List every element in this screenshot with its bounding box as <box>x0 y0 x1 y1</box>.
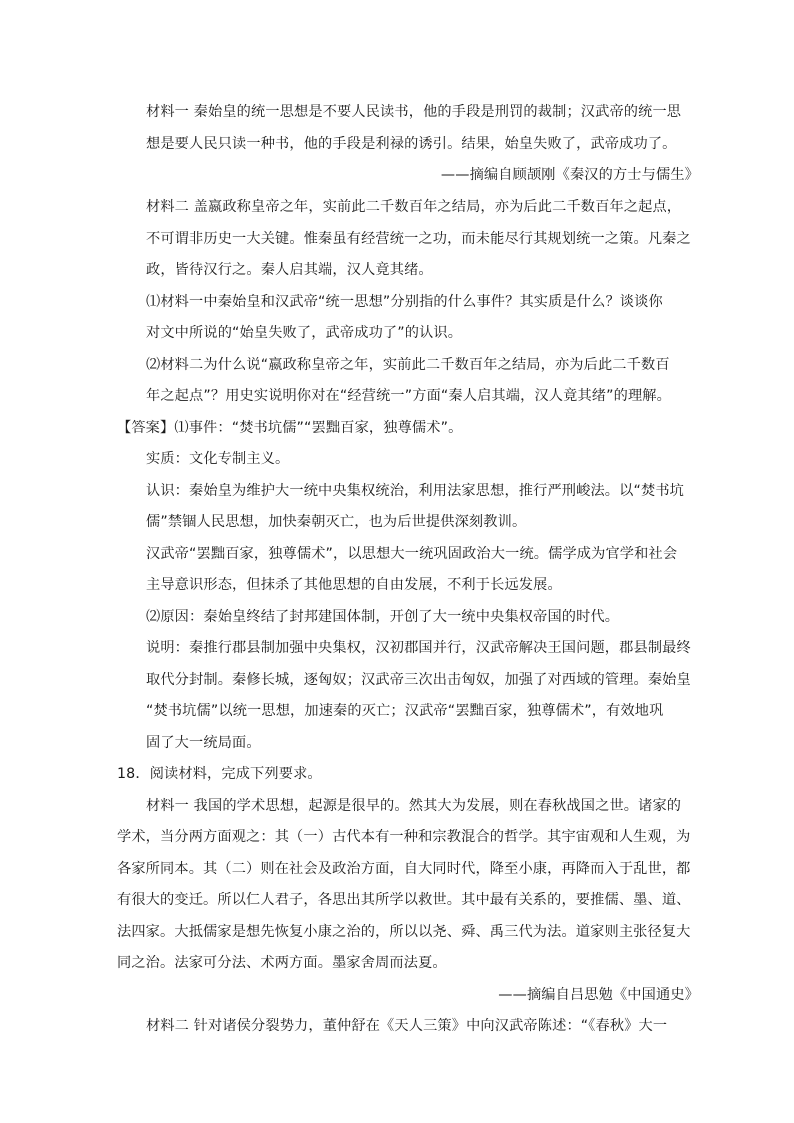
material-1-line-2: 想是要人民只读一种书，他的手段是利禄的诱引。结果，始皇失败了，武帝成功了。 <box>146 136 677 152</box>
answer-view-line-4: 主导意识形态，但抹杀了其他思想的自由发展，不利于长远发展。 <box>146 577 562 593</box>
q18-material-1-line-6: 同之治。法家可分法、术两方面。墨家舍周而法夏。 <box>117 955 447 971</box>
answer-essence: 实质：文化专制主义。 <box>146 451 290 467</box>
question-18-heading: 18．阅读材料，完成下列要求。 <box>117 766 322 782</box>
answer-view-line-3: 汉武帝“罢黜百家，独尊儒术”，以思想大一统巩固政治大一统。儒学成为官学和社会 <box>146 546 678 562</box>
q18-material-1-line-5: 法四家。大抵儒家是想先恢复小康之治的，所以以尧、舜、禹三代为法。道家则主张径复大 <box>117 924 691 940</box>
answer-2-explain-line-1: 说明：秦推行郡县制加强中央集权，汉初郡国并行，汉武帝解决王国问题，郡县制最终 <box>146 640 691 656</box>
question-1-line-2: 对文中所说的“始皇失败了，武帝成功了”的认识。 <box>146 325 463 341</box>
answer-view-line-2: 儒”禁锢人民思想，加快秦朝灭亡，也为后世提供深刻教训。 <box>146 514 527 530</box>
question-2-line-1: ⑵材料二为什么说“嬴政称皇帝之年，实前此二千数百年之结局，亦为后此二千数百 <box>146 357 670 373</box>
material-2-line-1: 材料二 盖嬴政称皇帝之年，实前此二千数百年之结局，亦为后此二千数百年之起点， <box>146 199 682 215</box>
material-2-line-2: 不可谓非历史一大关键。惟秦虽有经营统一之功，而未能尽行其规划统一之策。凡秦之 <box>146 231 691 247</box>
answer-view-line-1: 认识：秦始皇为维护大一统中央集权统治，利用法家思想，推行严刑峻法。以“焚书坑 <box>146 483 684 499</box>
answer-2-explain-line-3: “焚书坑儒”以统一思想，加速秦的灭亡；汉武帝“罢黜百家，独尊儒术”，有效地巩 <box>146 703 664 719</box>
question-2-line-2: 年之起点”？用史实说明你对在“经营统一”方面“秦人启其端，汉人竟其绪”的理解。 <box>146 388 671 404</box>
material-1-source: ——摘编自顾颉刚《秦汉的方士与儒生》 <box>440 167 699 183</box>
q18-material-1-source: ——摘编自吕思勉《中国通史》 <box>498 987 699 1003</box>
answer-2-explain-line-4: 固了大一统局面。 <box>146 735 261 751</box>
question-1-line-1: ⑴材料一中秦始皇和汉武帝“统一思想”分别指的什么事件？其实质是什么？谈谈你 <box>146 294 663 310</box>
material-1-line-1: 材料一 秦始皇的统一思想是不要人民读书，他的手段是刑罚的裁制；汉武帝的统一思 <box>146 104 682 120</box>
q18-material-2-line-1: 材料二 针对诸侯分裂势力，董仲舒在《天人三策》中向汉武帝陈述：“《春秋》大一 <box>146 1018 668 1034</box>
q18-material-1-line-3: 各家所同本。其（二）则在社会及政治方面，自大同时代，降至小康，再降而入于乱世，都 <box>117 861 691 877</box>
answer-heading: 【答案】⑴事件：“焚书坑儒”“罢黜百家，独尊儒术”。 <box>117 420 463 436</box>
material-2-line-3: 政，皆待汉行之。秦人启其端，汉人竟其绪。 <box>146 262 433 278</box>
q18-material-1-line-2: 学术，当分两方面观之：其（一）古代本有一种和宗教混合的哲学。其宇宙观和人生观，为 <box>117 829 691 845</box>
q18-material-1-line-4: 有很大的变迁。所以仁人君子，各思出其所学以救世。其中最有关系的，要推儒、墨、道、 <box>117 892 691 908</box>
answer-2-explain-line-2: 取代分封制。秦修长城，逐匈奴；汉武帝三次出击匈奴，加强了对西域的管理。秦始皇 <box>146 672 691 688</box>
q18-material-1-line-1: 材料一 我国的学术思想，起源是很早的。然其大为发展，则在春秋战国之世。诸家的 <box>146 798 682 814</box>
answer-2-reason: ⑵原因：秦始皇终结了封邦建国体制，开创了大一统中央集权帝国的时代。 <box>146 609 620 625</box>
